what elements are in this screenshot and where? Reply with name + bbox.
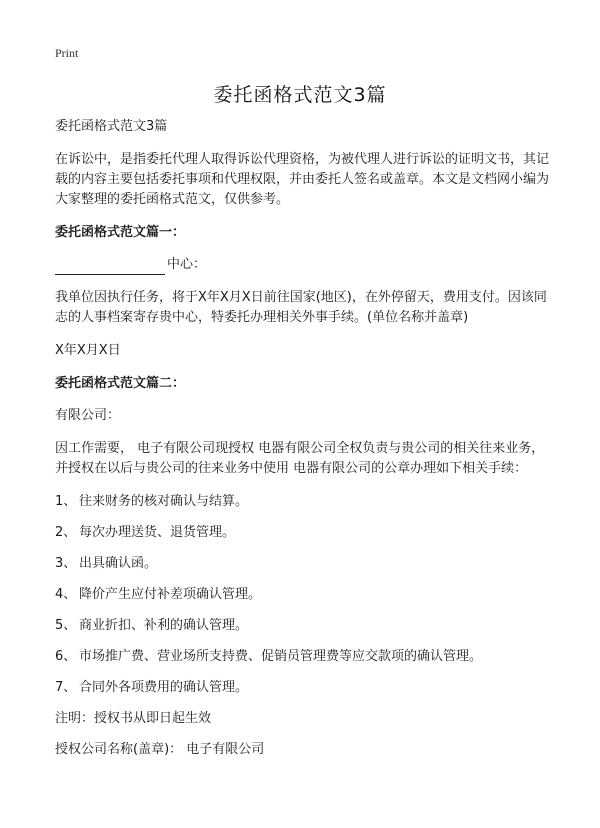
signature-line: 授权公司名称(盖章)： 电子有限公司 bbox=[55, 742, 265, 757]
list-text: 商业折扣、补利的确认管理。 bbox=[79, 618, 249, 633]
list-item bbox=[55, 647, 550, 667]
section-2-body: 因工作需要， 电子有限公司现授权 电器有限公司全权负责与贵公司的相关往来业务，并授权在以后与贵公司的往来业务中使用 电器有限公司的公章办理如下相关手续： bbox=[55, 441, 545, 476]
list-text: 市场推广费、营业场所支持费、促销员管理费等应交款项的确认管理。 bbox=[79, 649, 483, 664]
list-item bbox=[55, 616, 550, 636]
blank-fill-line bbox=[55, 260, 165, 275]
document-subtitle: 委托函格式范文3篇 bbox=[55, 119, 168, 134]
authorization-list bbox=[55, 492, 550, 698]
list-number: 6、 bbox=[55, 649, 77, 664]
list-number: 7、 bbox=[55, 680, 77, 695]
section-2-heading: 委托函格式范文篇二： bbox=[55, 376, 186, 391]
effective-note: 注明：授权书从即日起生效 bbox=[55, 711, 212, 726]
list-text: 降价产生应付补差项确认管理。 bbox=[79, 587, 262, 602]
page-title: 委托函格式范文3篇 bbox=[213, 84, 387, 106]
addressee-suffix: 中心： bbox=[167, 257, 207, 272]
list-number: 4、 bbox=[55, 587, 77, 602]
list-item bbox=[55, 554, 550, 574]
list-text: 每次办理送货、退货管理。 bbox=[79, 525, 236, 540]
list-number: 2、 bbox=[55, 525, 77, 540]
list-text: 往来财务的核对确认与结算。 bbox=[79, 494, 249, 509]
intro-paragraph: 在诉讼中，是指委托代理人取得诉讼代理资格，为被代理人进行诉讼的证明文书，其记载的内容主要包括委托事项和代理权限，并由委托人签名或盖章。本文是文档网小编为大家整理的委托函格式范文，仅供参考。 bbox=[55, 152, 550, 207]
print-label[interactable]: Print bbox=[55, 46, 79, 60]
list-item bbox=[55, 585, 550, 605]
list-item bbox=[55, 678, 550, 698]
list-item bbox=[55, 492, 550, 512]
section-1-heading: 委托函格式范文篇一： bbox=[55, 225, 186, 240]
list-text: 出具确认函。 bbox=[79, 556, 158, 571]
section-1-addressee bbox=[55, 255, 550, 275]
section-2-addressee: 有限公司： bbox=[55, 408, 121, 423]
list-text: 合同外各项费用的确认管理。 bbox=[79, 680, 249, 695]
list-number: 5、 bbox=[55, 618, 77, 633]
section-1-date: X年X月X日 bbox=[55, 343, 121, 358]
section-1-body: 我单位因执行任务，将于X年X月X日前往国家(地区)，在外停留天，费用支付。因该同志的人事档案寄存贵中心，特委托办理相关外事手续。(单位名称并盖章) bbox=[55, 290, 547, 325]
list-item bbox=[55, 523, 550, 543]
document-body bbox=[55, 117, 550, 771]
list-number: 3、 bbox=[55, 556, 77, 571]
list-number: 1、 bbox=[55, 494, 77, 509]
